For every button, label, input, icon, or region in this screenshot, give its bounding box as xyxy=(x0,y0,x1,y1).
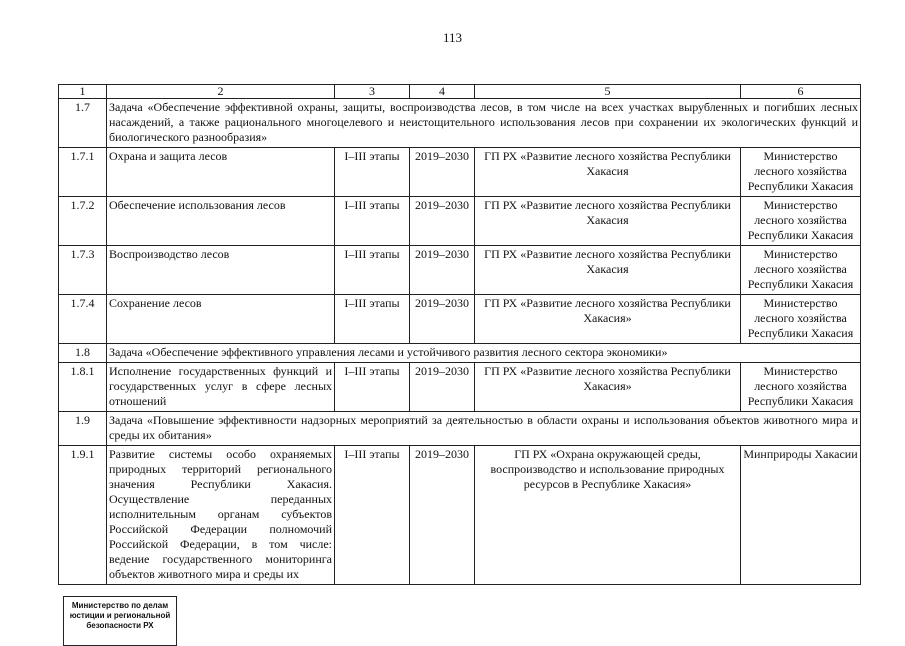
measure-number: 1.7.2 xyxy=(59,197,107,246)
measure-period: 2019–2030 xyxy=(410,197,475,246)
measures-table xyxy=(58,84,861,585)
measure-row xyxy=(59,197,861,246)
section-title: Задача «Обеспечение эффективной охраны, защиты, воспроизводства лесов, в том числе на всех участках вырубленных и погибших лесных насаждений, а также рационального многоцелевого и неистощительного использования лесов при сохранении их экологических функций и биологического разнообразия» xyxy=(107,99,861,148)
measure-stage: I–III этапы xyxy=(335,363,410,412)
measure-row xyxy=(59,295,861,344)
measure-period: 2019–2030 xyxy=(410,446,475,585)
measure-executor: Министерство лесного хозяйства Республики Хакасия xyxy=(741,246,861,295)
section-number: 1.9 xyxy=(59,412,107,446)
measure-period: 2019–2030 xyxy=(410,148,475,197)
measure-program: ГП РХ «Развитие лесного хозяйства Республики Хакасия xyxy=(475,197,741,246)
header-cell: 4 xyxy=(410,85,475,99)
task-section-row xyxy=(59,344,861,363)
task-section-row xyxy=(59,412,861,446)
measure-period: 2019–2030 xyxy=(410,246,475,295)
section-number: 1.8 xyxy=(59,344,107,363)
measure-number: 1.8.1 xyxy=(59,363,107,412)
measure-program: ГП РХ «Охрана окружающей среды, воспроизводство и использование природных ресурсов в Республике Хакасия» xyxy=(475,446,741,585)
measure-number: 1.7.1 xyxy=(59,148,107,197)
measure-program: ГП РХ «Развитие лесного хозяйства Республики Хакасия xyxy=(475,148,741,197)
measure-program: ГП РХ «Развитие лесного хозяйства Республики Хакасия» xyxy=(475,295,741,344)
measure-stage: I–III этапы xyxy=(335,148,410,197)
measure-stage: I–III этапы xyxy=(335,246,410,295)
header-cell: 1 xyxy=(59,85,107,99)
section-title: Задача «Повышение эффективности надзорных мероприятий за деятельностью в области охраны и использования объектов животного мира и среды их обитания» xyxy=(107,412,861,446)
header-row xyxy=(59,85,861,99)
ministry-stamp xyxy=(63,596,177,646)
measure-period: 2019–2030 xyxy=(410,363,475,412)
header-cell: 3 xyxy=(335,85,410,99)
measure-row xyxy=(59,148,861,197)
measure-period: 2019–2030 xyxy=(410,295,475,344)
measure-program: ГП РХ «Развитие лесного хозяйства Республики Хакасия xyxy=(475,246,741,295)
measure-stage: I–III этапы xyxy=(335,446,410,585)
stamp-line: юстиции и региональной xyxy=(69,611,171,620)
page-number: 113 xyxy=(442,30,463,45)
measure-row xyxy=(59,363,861,412)
header-cell: 6 xyxy=(741,85,861,99)
measure-program: ГП РХ «Развитие лесного хозяйства Республики Хакасия» xyxy=(475,363,741,412)
measure-executor: Министерство лесного хозяйства Республики Хакасия xyxy=(741,295,861,344)
measure-row xyxy=(59,446,861,585)
measure-name: Развитие системы особо охраняемых природных территорий регионального значения Республики Хакасия. Осуществление переданных исполнительным органам субъектов Российской Федерации полномочий Российской Федерации, в том числе: ведение государственного мониторинга объектов животного мира и среды их xyxy=(107,446,335,585)
task-section-row xyxy=(59,99,861,148)
header-cell: 5 xyxy=(475,85,741,99)
stamp-line: Министерство по делам xyxy=(71,601,169,610)
measure-name: Воспроизводство лесов xyxy=(107,246,335,295)
measure-number: 1.9.1 xyxy=(59,446,107,585)
measure-name: Охрана и защита лесов xyxy=(107,148,335,197)
measure-executor: Министерство лесного хозяйства Республики Хакасия xyxy=(741,197,861,246)
measure-number: 1.7.3 xyxy=(59,246,107,295)
measure-executor: Минприроды Хакасии xyxy=(741,446,861,585)
measure-number: 1.7.4 xyxy=(59,295,107,344)
measure-stage: I–III этапы xyxy=(335,295,410,344)
stamp-line: безопасности РХ xyxy=(86,621,154,630)
header-cell: 2 xyxy=(107,85,335,99)
measure-name: Сохранение лесов xyxy=(107,295,335,344)
measure-name: Обеспечение использования лесов xyxy=(107,197,335,246)
measure-executor: Министерство лесного хозяйства Республики Хакасия xyxy=(741,363,861,412)
measure-name: Исполнение государственных функций и государственных услуг в сфере лесных отношений xyxy=(107,363,335,412)
measure-row xyxy=(59,246,861,295)
section-number: 1.7 xyxy=(59,99,107,148)
section-title: Задача «Обеспечение эффективного управления лесами и устойчивого развития лесного сектора экономики» xyxy=(107,344,861,363)
measure-executor: Министерство лесного хозяйства Республики Хакасия xyxy=(741,148,861,197)
measure-stage: I–III этапы xyxy=(335,197,410,246)
